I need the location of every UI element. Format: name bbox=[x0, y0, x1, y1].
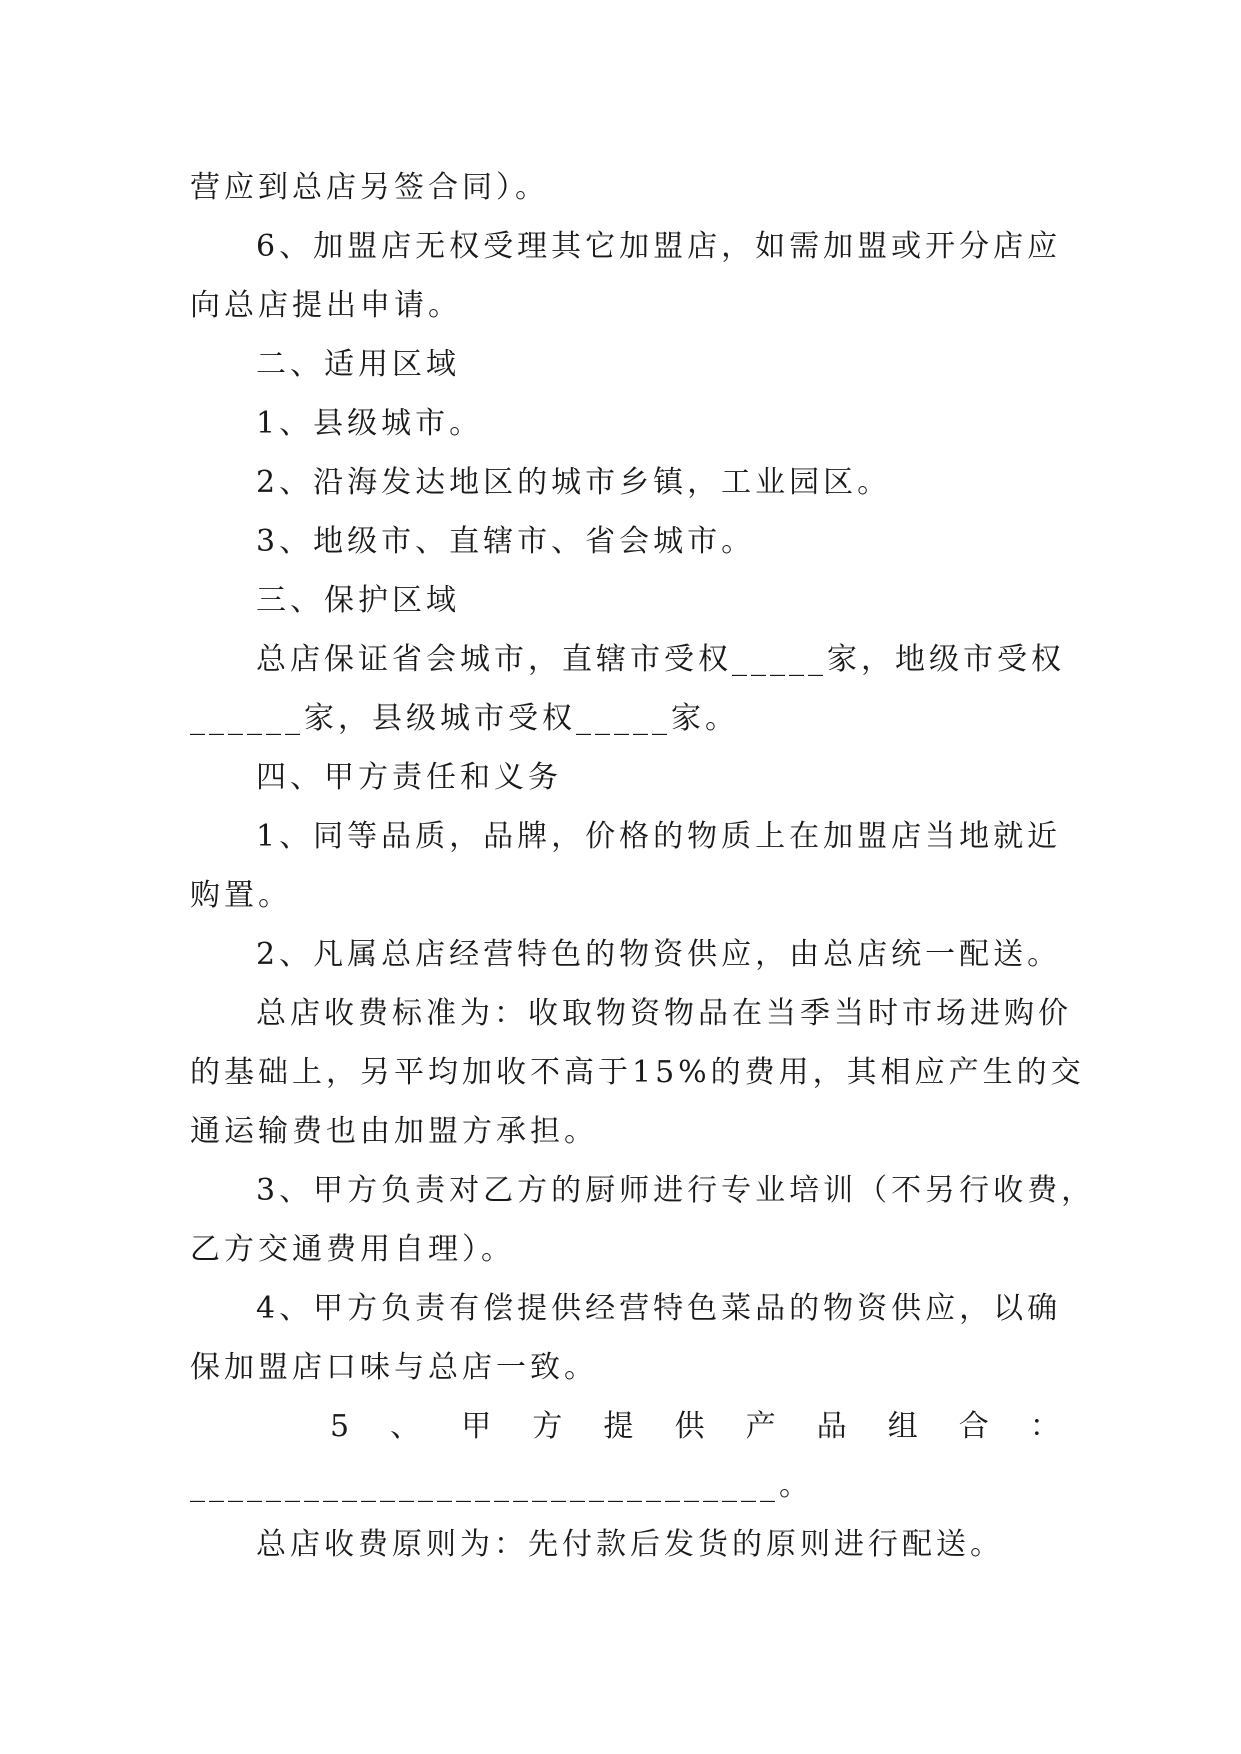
spaced-char: 组 bbox=[887, 1409, 918, 1444]
text-line: 购置。 bbox=[190, 878, 292, 913]
spaced-char: 产 bbox=[745, 1409, 776, 1444]
text-line: 营应到总店另签合同）。 bbox=[190, 170, 549, 205]
blank-fill-line: _______________________________。 bbox=[190, 1468, 813, 1503]
text-line: 3、地级市、直辖市、省会城市。 bbox=[256, 524, 756, 559]
spaced-char: 方 bbox=[532, 1409, 563, 1444]
section-heading: 四、甲方责任和义务 bbox=[256, 760, 562, 795]
text-line: 通运输费也由加盟方承担。 bbox=[190, 1114, 598, 1149]
text-line: 总店收费标准为：收取物资物品在当季当时市场进购价 bbox=[256, 996, 1072, 1031]
spaced-char: 提 bbox=[603, 1409, 634, 1444]
spaced-char: 供 bbox=[674, 1409, 705, 1444]
text-line: 乙方交通费用自理）。 bbox=[190, 1232, 515, 1267]
text-line: 1、县级城市。 bbox=[256, 406, 484, 441]
document-body bbox=[190, 158, 1096, 1574]
spaced-char: 品 bbox=[816, 1409, 847, 1444]
spaced-char: ： bbox=[1029, 1409, 1060, 1444]
spaced-char: 合 bbox=[958, 1409, 989, 1444]
spaced-char: 、 bbox=[390, 1409, 421, 1444]
text-line: 2、凡属总店经营特色的物资供应，由总店统一配送。 bbox=[256, 937, 1062, 972]
text-line: 总店收费原则为：先付款后发货的原则进行配送。 bbox=[256, 1527, 1004, 1562]
spaced-char: 5 bbox=[330, 1409, 350, 1444]
text-line: 总店保证省会城市，直辖市受权_____家，地级市受权 bbox=[256, 642, 1065, 677]
text-line: 3、甲方负责对乙方的厨师进行专业培训（不另行收费， bbox=[256, 1173, 1096, 1208]
spaced-text-line bbox=[190, 1397, 1060, 1456]
text-line: 2、沿海发达地区的城市乡镇，工业园区。 bbox=[256, 465, 892, 500]
text-line: 4、甲方负责有偿提供经营特色菜品的物资供应，以确 bbox=[256, 1291, 1062, 1326]
section-heading: 三、保护区域 bbox=[256, 583, 460, 618]
text-line: 6、加盟店无权受理其它加盟店，如需加盟或开分店应 bbox=[256, 229, 1062, 264]
text-line: 向总店提出申请。 bbox=[190, 288, 462, 323]
text-line: ______家，县级城市受权_____家。 bbox=[190, 701, 739, 736]
text-line: 保加盟店口味与总店一致。 bbox=[190, 1350, 598, 1385]
text-line: 1、同等品质，品牌，价格的物质上在加盟店当地就近 bbox=[256, 819, 1062, 854]
spaced-char: 甲 bbox=[461, 1409, 492, 1444]
section-heading: 二、适用区域 bbox=[256, 347, 460, 382]
text-line: 的基础上，另平均加收不高于15%的费用，其相应产生的交 bbox=[190, 1055, 1085, 1090]
